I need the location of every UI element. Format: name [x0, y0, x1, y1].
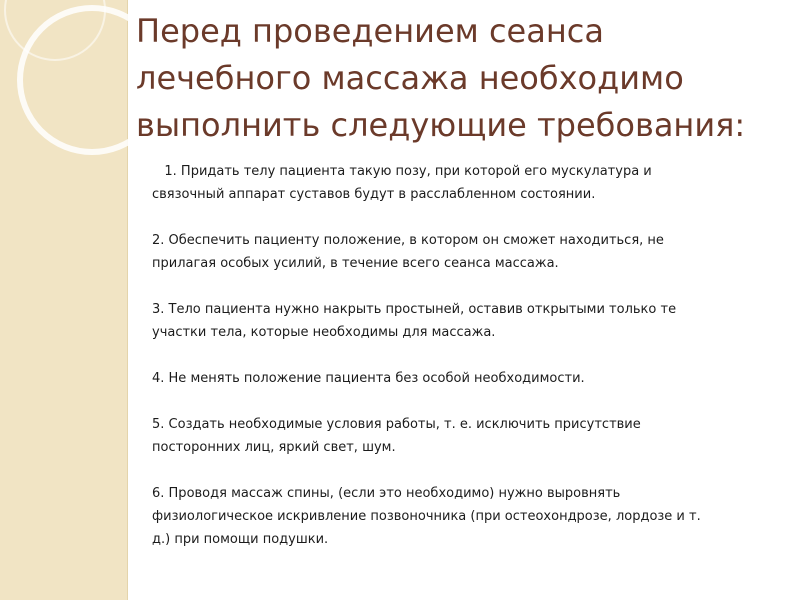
- slide-title: [136, 8, 776, 149]
- slide-title-line: Перед проведением сеанса: [136, 12, 604, 50]
- requirement-text-line: 1. Придать телу пациента такую позу, при которой его мускулатура и: [152, 164, 652, 179]
- requirement-item-2: [152, 229, 780, 275]
- requirement-text-line: 2. Обеспечить пациенту положение, в котором он сможет находиться, не: [152, 233, 664, 248]
- requirement-item-3: [152, 298, 780, 344]
- slide-title-line: выполнить следующие требования:: [136, 106, 746, 144]
- requirement-item-1: [152, 160, 780, 206]
- requirement-text-line: 4. Не менять положение пациента без особой необходимости.: [152, 371, 585, 386]
- slide-title-line: лечебного массажа необходимо: [136, 59, 684, 97]
- requirements-list: [152, 160, 780, 574]
- decorative-circles: [0, 0, 130, 200]
- requirement-text-line: 5. Создать необходимые условия работы, т. е. исключить присутствие: [152, 417, 641, 432]
- requirement-item-4: [152, 367, 780, 390]
- requirement-item-6: [152, 482, 780, 551]
- requirement-text-line: участки тела, которые необходимы для массажа.: [152, 325, 496, 340]
- requirement-item-5: [152, 413, 780, 459]
- requirement-text-line: связочный аппарат суставов будут в расслабленном состоянии.: [152, 187, 596, 202]
- requirement-text-line: прилагая особых усилий, в течение всего сеанса массажа.: [152, 256, 559, 271]
- requirement-text-line: 6. Проводя массаж спины, (если это необходимо) нужно выровнять: [152, 486, 621, 501]
- requirement-text-line: посторонних лиц, яркий свет, шум.: [152, 440, 396, 455]
- requirement-text-line: 3. Тело пациента нужно накрыть простыней, оставив открытыми только те: [152, 302, 677, 317]
- requirement-text-line: физиологическое искривление позвоночника (при остеохондрозе, лордозе и т.: [152, 509, 701, 524]
- requirement-text-line: д.) при помощи подушки.: [152, 532, 329, 547]
